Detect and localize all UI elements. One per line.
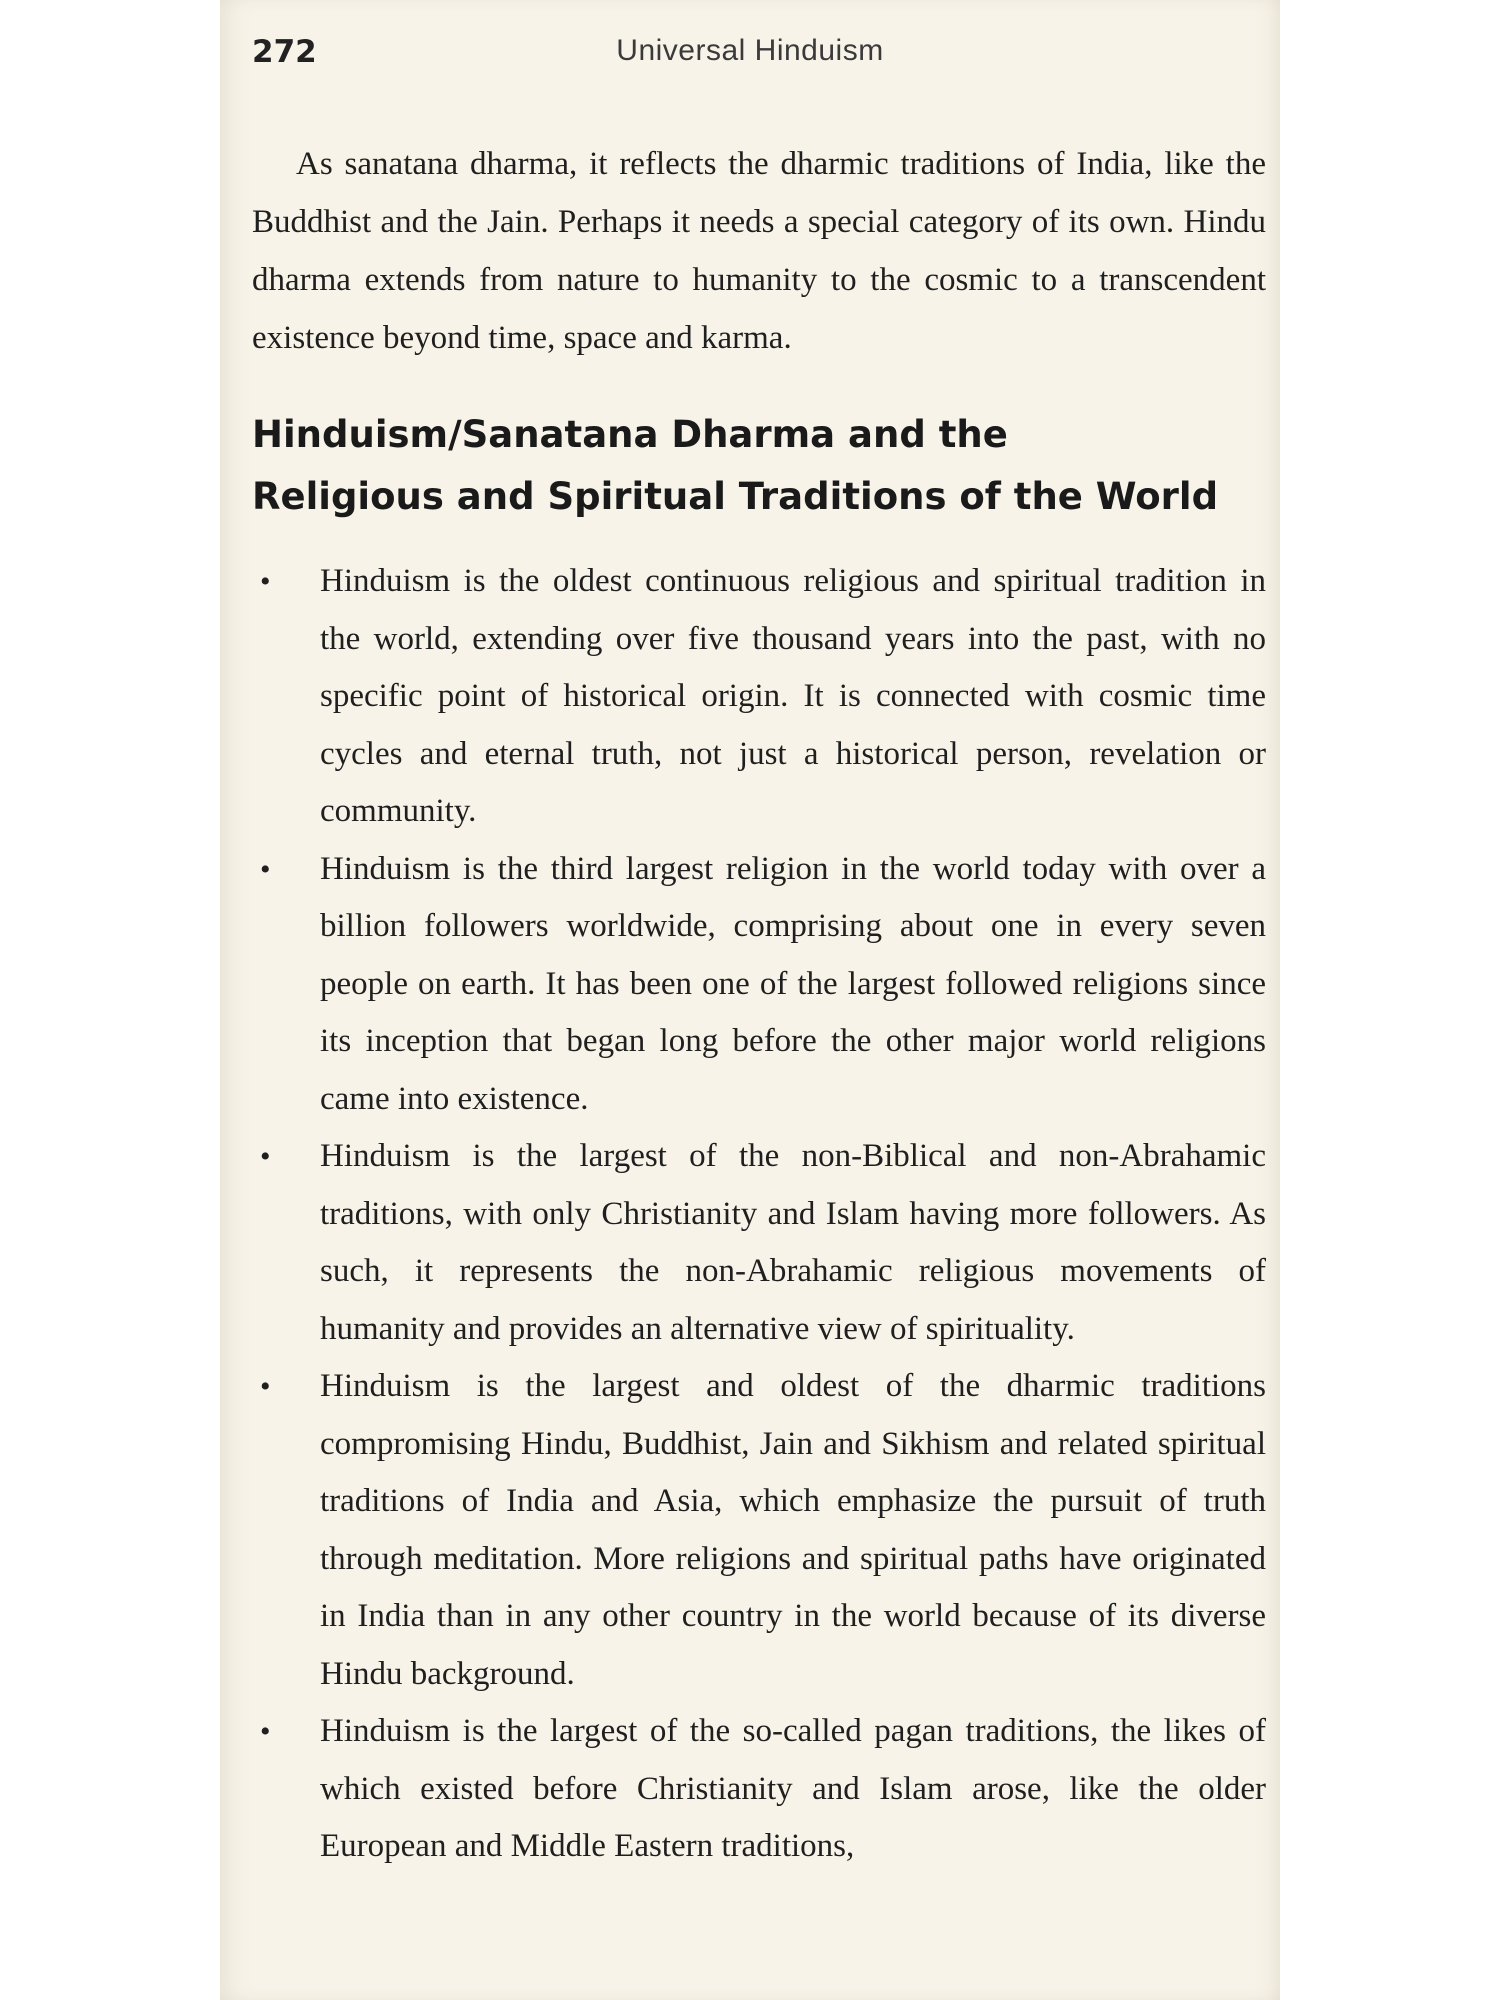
list-item-text: Hinduism is the largest of the so-called pagan traditions, the likes of which existed before Christianity and Islam arose, like the older European and Middle Eastern traditions,: [320, 1713, 1266, 1864]
bullet-icon: •: [260, 565, 271, 598]
list-item-text: Hinduism is the largest of the non-Biblical and non-Abrahamic traditions, with only Christianity and Islam having more followers. As such, it represents the non-Abrahamic religious movements of humanity and provides an alternative view of spirituality.: [320, 1138, 1266, 1347]
list-item: [252, 553, 1266, 841]
intro-paragraph: As sanatana dharma, it reflects the dharmic traditions of India, like the Buddhist and the Jain. Perhaps it needs a special category of its own. Hindu dharma extends from nature to humanity to the cosmic to a transcendent existence beyond time, space and karma.: [252, 146, 1266, 356]
list-item-text: Hinduism is the oldest continuous religious and spiritual tradition in the world, extending over five thousand years into the past, with no specific point of historical origin. It is connected with cosmic time cycles and eternal truth, not just a historical person, revelation or community.: [320, 563, 1266, 829]
page-number: 272: [252, 34, 317, 70]
bullet-icon: •: [260, 1715, 271, 1748]
bullet-icon: •: [260, 1140, 271, 1173]
bullet-list: [252, 553, 1266, 1876]
bullet-icon: •: [260, 852, 271, 886]
bullet-icon: •: [260, 1370, 271, 1403]
running-title: Universal Hinduism: [616, 34, 884, 67]
list-item: [252, 1358, 1266, 1703]
running-head: [252, 28, 1248, 78]
book-page: [220, 0, 1280, 2000]
list-item: [252, 1703, 1266, 1876]
section-heading-line-1: Hinduism/Sanatana Dharma and the: [252, 413, 1008, 456]
list-item: [252, 1128, 1266, 1358]
section-heading: [252, 404, 1266, 528]
list-item-text: Hinduism is the third largest religion in the world today with over a billion followers worldwide, comprising about one in every seven people on earth. It has been one of the largest followed religions since its inception that began long before the other major world religions came into existence.: [320, 850, 1266, 1117]
list-item: [252, 841, 1266, 1129]
list-item-text: Hinduism is the largest and oldest of the dharmic traditions compromising Hindu, Buddhist, Jain and Sikhism and related spiritual traditions of India and Asia, which emphasize the pursuit of truth through meditation. More religions and spiritual paths have originated in India than in any other country in the world because of its diverse Hindu background.: [320, 1368, 1266, 1692]
section-heading-line-2: Religious and Spiritual Traditions of the World: [252, 475, 1219, 518]
